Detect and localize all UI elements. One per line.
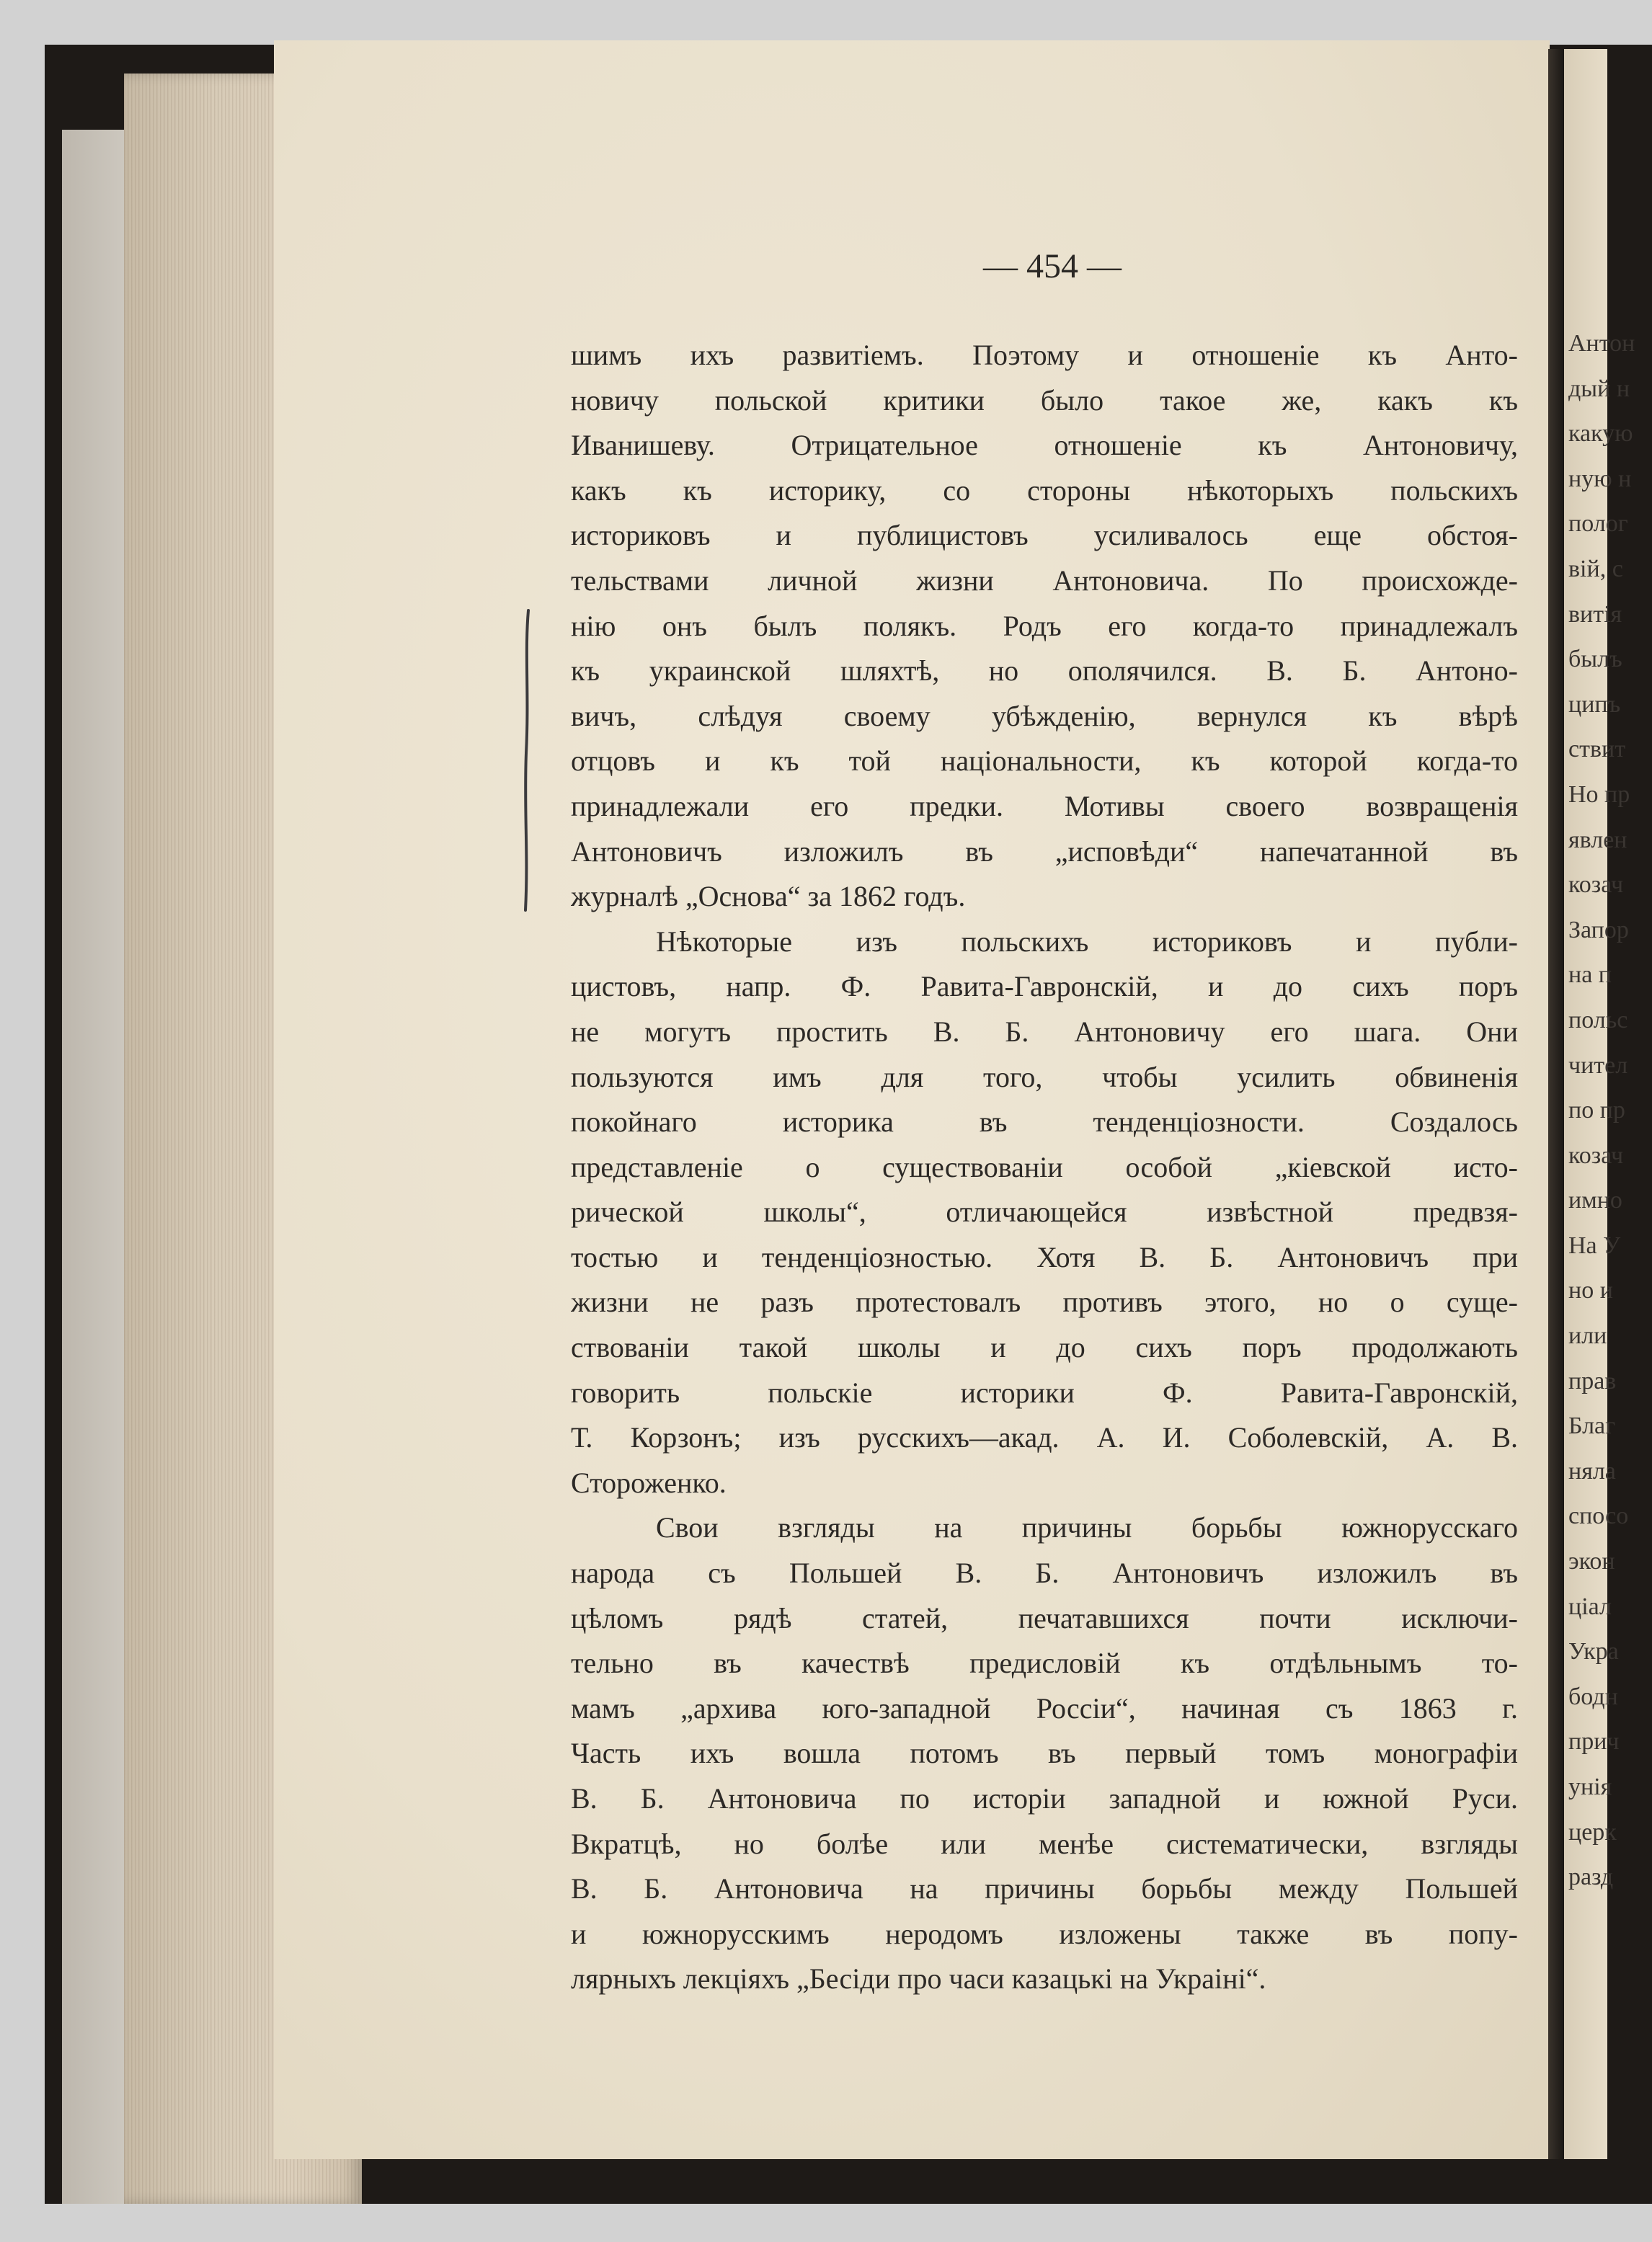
next-page-fragment: Благ bbox=[1568, 1413, 1616, 1440]
main-text-column bbox=[571, 333, 1518, 2002]
text-line: Свои взгляды на причины борьбы южнорусскаго bbox=[656, 1511, 1518, 1544]
text-line: мамъ „архива юго-западной Россіи“, начиная съ 1863 г. bbox=[571, 1691, 1518, 1725]
next-page-fragment: Укра bbox=[1568, 1638, 1619, 1665]
text-line: какъ къ историку, со стороны нѣкоторыхъ польскихъ bbox=[571, 473, 1518, 507]
text-line: тельно въ качествѣ предисловій къ отдѣльнымъ то- bbox=[571, 1647, 1518, 1680]
text-line: къ украинской шляхтѣ, но ополячился. В. Б. Антоно- bbox=[571, 654, 1518, 688]
next-page-fragment: какую bbox=[1568, 420, 1633, 448]
next-page-fragment: былъ bbox=[1568, 646, 1622, 673]
next-page-fragment: козач bbox=[1568, 871, 1624, 899]
text-line: тостью и тенденціозностью. Хотя В. Б. Антоновичъ при bbox=[571, 1240, 1518, 1273]
next-page-fragment: Запор bbox=[1568, 916, 1629, 943]
next-page-fragment: Но пр bbox=[1568, 780, 1630, 808]
text-line: Нѣкоторые изъ польскихъ историковъ и публи- bbox=[656, 925, 1518, 958]
next-page-fragment: имно bbox=[1568, 1187, 1622, 1214]
text-line: отцовъ и къ той національности, къ которой когда-то bbox=[571, 744, 1518, 778]
page-number: — 454 — bbox=[983, 247, 1122, 285]
text-line: рической школы“, отличающейся извѣстной предвзя- bbox=[571, 1196, 1518, 1229]
text-line: пользуются имъ для того, чтобы усилить обвиненія bbox=[571, 1060, 1518, 1093]
text-line: нію онъ былъ полякъ. Родъ его когда-то принадлежалъ bbox=[571, 609, 1518, 642]
next-page-fragment: прич bbox=[1568, 1728, 1620, 1756]
text-line: шимъ ихъ развитіемъ. Поэтому и отношеніе къ Анто- bbox=[571, 339, 1518, 371]
text-line: тельствами личной жизни Антоновича. По происхожде- bbox=[571, 564, 1518, 597]
text-line: цѣломъ рядѣ статей, печатавшихся почти исключи- bbox=[571, 1601, 1518, 1634]
next-page-fragment: церк bbox=[1568, 1818, 1617, 1846]
next-page-fragment: разд bbox=[1568, 1864, 1614, 1891]
next-page-text-fragments bbox=[1568, 321, 1652, 2051]
text-line: Вкратцѣ, но болѣе или менѣе систематически, взгляды bbox=[571, 1827, 1518, 1860]
next-page-fragment: прав bbox=[1568, 1367, 1617, 1394]
next-page-fragment: бодн bbox=[1568, 1683, 1618, 1710]
next-page-fragment: На У bbox=[1568, 1232, 1621, 1259]
next-page-fragment: на п bbox=[1568, 961, 1612, 989]
text-line: новичу польской критики было такое же, какъ къ bbox=[571, 383, 1518, 417]
text-line: Стороженко. bbox=[571, 1466, 727, 1499]
next-page-fragment: няла bbox=[1568, 1457, 1616, 1485]
text-line: Антоновичъ изложилъ въ „исповѣди“ напечатанной въ bbox=[571, 835, 1518, 868]
text-line: цистовъ, напр. Ф. Равита-Гавронскій, и до сихъ поръ bbox=[571, 970, 1518, 1003]
text-line: лярныхъ лекціяхъ „Бесіди про часи казацькі на Украіні“. bbox=[571, 1962, 1266, 1996]
next-page-fragment: витія bbox=[1568, 600, 1622, 628]
next-page-fragment: чител bbox=[1568, 1051, 1628, 1079]
text-line: вичъ, слѣдуя своему убѣжденію, вернулся къ вѣрѣ bbox=[571, 699, 1518, 732]
next-page-fragment: экон bbox=[1568, 1548, 1615, 1575]
text-line: В. Б. Антоновича по исторіи западной и южной Руси. bbox=[571, 1782, 1518, 1815]
text-line: журналѣ „Основа“ за 1862 годъ. bbox=[571, 880, 966, 913]
next-page-fragment: ствит bbox=[1568, 736, 1626, 763]
next-page-fragment: Антон bbox=[1568, 330, 1635, 357]
next-page-fragment: вій, с bbox=[1568, 555, 1623, 582]
next-page-fragment: ципъ bbox=[1568, 690, 1621, 718]
next-page-fragment: или bbox=[1568, 1322, 1607, 1350]
book-gutter bbox=[1548, 49, 1564, 2159]
next-page-fragment: ную н bbox=[1568, 465, 1632, 492]
next-page-fragment: по пр bbox=[1568, 1097, 1625, 1124]
text-line: Часть ихъ вошла потомъ въ первый томъ монографіи bbox=[571, 1737, 1518, 1770]
text-line: историковъ и публицистовъ усиливалось еще обстоя- bbox=[571, 519, 1518, 552]
next-page-fragment: явлен bbox=[1568, 826, 1627, 853]
next-page-fragment: спосо bbox=[1568, 1503, 1629, 1530]
text-line: В. Б. Антоновича на причины борьбы между Польшей bbox=[571, 1872, 1518, 1905]
text-line: принадлежали его предки. Мотивы своего возвращенія bbox=[571, 789, 1518, 822]
text-line: Иванишеву. Отрицательное отношеніе къ Антоновичу, bbox=[571, 429, 1518, 462]
pencil-margin-mark bbox=[522, 609, 532, 912]
text-line: говорить польскіе историки Ф. Равита-Гавронскій, bbox=[571, 1376, 1518, 1409]
text-line: Т. Корзонъ; изъ русскихъ—акад. А. И. Соболевскій, А. В. bbox=[571, 1421, 1518, 1454]
text-line: и южнорусскимъ неродомъ изложены также въ попу- bbox=[571, 1917, 1518, 1950]
next-page-fragment: но и bbox=[1568, 1277, 1613, 1304]
next-page-fragment: козач bbox=[1568, 1142, 1624, 1169]
text-line: представленіе о существованіи особой „кіевской исто- bbox=[571, 1150, 1518, 1183]
next-page-fragment: ціал bbox=[1568, 1593, 1612, 1620]
text-line: покойнаго историка въ тенденціозности. Создалось bbox=[571, 1106, 1518, 1139]
next-page-fragment: унія bbox=[1568, 1774, 1612, 1800]
text-line: ствованіи такой школы и до сихъ поръ продолжають bbox=[571, 1331, 1518, 1364]
next-page-fragment: полог bbox=[1568, 510, 1628, 538]
text-line: народа съ Польшей В. Б. Антоновичъ изложилъ въ bbox=[571, 1557, 1518, 1590]
text-line: не могутъ простить В. Б. Антоновичу его шага. Они bbox=[571, 1015, 1518, 1048]
text-line: жизни не разъ протестовалъ противъ этого, но о суще- bbox=[571, 1286, 1518, 1319]
next-page-fragment: дый н bbox=[1568, 375, 1630, 402]
next-page-fragment: польс bbox=[1568, 1006, 1628, 1033]
